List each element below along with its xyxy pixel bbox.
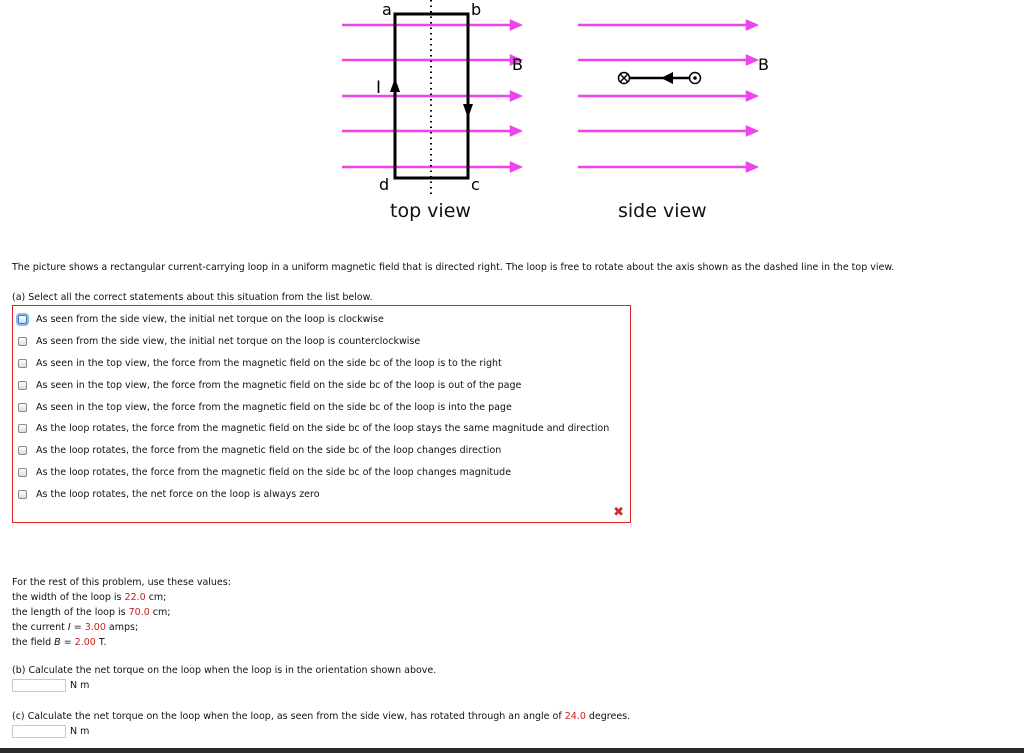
part-c-prompt: (c) Calculate the net torque on the loop when the loop, as seen from the side view, has rotated through an angle of 24.0 degrees.: [12, 711, 631, 722]
option-0[interactable]: [18, 310, 384, 328]
part-b-answer-input[interactable]: [12, 679, 66, 692]
option-5[interactable]: [18, 419, 609, 437]
option-3[interactable]: [18, 376, 521, 394]
option-4[interactable]: [18, 398, 512, 416]
option-7[interactable]: [18, 463, 511, 481]
incorrect-icon: ✖: [613, 505, 624, 520]
option-3-label[interactable]: As seen in the top view, the force from the magnetic field on the side bc of the loop is out of the page: [36, 379, 522, 391]
corner-label-a: a: [382, 0, 392, 19]
values-heading: For the rest of this problem, use these values:: [12, 577, 231, 588]
field-line: the field B = 2.00 T.: [12, 637, 107, 648]
option-1-checkbox[interactable]: [18, 337, 27, 346]
option-8-label[interactable]: As the loop rotates, the net force on the loop is always zero: [36, 488, 320, 500]
option-6-label[interactable]: As the loop rotates, the force from the magnetic field on the side bc of the loop changes direction: [36, 444, 502, 456]
field-lines-side: [578, 21, 756, 171]
side-view-label: side view: [618, 200, 707, 222]
part-c-unit: N m: [70, 726, 90, 737]
option-0-checkbox[interactable]: [18, 315, 27, 324]
current-label: I: [376, 78, 382, 98]
option-6[interactable]: [18, 441, 501, 459]
top-view-diagram: [330, 0, 530, 200]
option-5-checkbox[interactable]: [18, 424, 27, 433]
part-b: [12, 665, 436, 692]
part-c: [12, 711, 630, 738]
length-line: the length of the loop is 70.0 cm;: [12, 607, 171, 618]
option-8-checkbox[interactable]: [18, 490, 27, 499]
option-1-label[interactable]: As seen from the side view, the initial net torque on the loop is counterclockwise: [36, 335, 421, 347]
option-2-label[interactable]: As seen in the top view, the force from the magnetic field on the side bc of the loop is to the right: [36, 357, 502, 369]
option-2-checkbox[interactable]: [18, 359, 27, 368]
corner-label-d: d: [379, 175, 390, 194]
part-a-answer-box: [12, 305, 631, 523]
width-value: 22.0: [124, 592, 146, 603]
option-2[interactable]: [18, 354, 502, 372]
option-7-checkbox[interactable]: [18, 468, 27, 477]
option-6-checkbox[interactable]: [18, 446, 27, 455]
top-view-label: top view: [390, 200, 471, 222]
option-4-label[interactable]: As seen in the top view, the force from the magnetic field on the side bc of the loop is into the page: [36, 401, 512, 413]
option-7-label[interactable]: As the loop rotates, the force from the magnetic field on the side bc of the loop changes magnitude: [36, 466, 512, 478]
side-view-diagram: [570, 0, 790, 200]
problem-intro: The picture shows a rectangular current-carrying loop in a uniform magnetic field that is directed right. The loop is free to rotate about the axis shown as the dashed line in the top view.: [12, 262, 895, 273]
given-values: [12, 575, 231, 650]
option-0-label[interactable]: As seen from the side view, the initial net torque on the loop is clockwise: [36, 313, 384, 325]
field-value: 2.00: [74, 637, 96, 648]
option-4-checkbox[interactable]: [18, 403, 27, 412]
width-line: the width of the loop is 22.0 cm;: [12, 592, 167, 603]
part-b-unit: N m: [70, 680, 90, 691]
angle-value: 24.0: [564, 711, 586, 722]
current-line: the current I = 3.00 amps;: [12, 622, 139, 633]
option-3-checkbox[interactable]: [18, 381, 27, 390]
field-label-top: B: [512, 55, 523, 74]
corner-label-b: b: [471, 0, 482, 19]
length-value: 70.0: [128, 607, 150, 618]
option-8[interactable]: [18, 485, 320, 503]
current-arrow-up: [390, 78, 400, 92]
option-5-label[interactable]: As the loop rotates, the force from the magnetic field on the side bc of the loop stays the same magnitude and direction: [36, 422, 610, 434]
current-value: 3.00: [84, 622, 106, 633]
part-a-prompt: (a) Select all the correct statements about this situation from the list below.: [12, 292, 373, 303]
corner-label-c: c: [471, 175, 480, 194]
current-arrow-down: [463, 104, 473, 118]
field-label-side: B: [758, 55, 769, 74]
option-1[interactable]: [18, 332, 420, 350]
part-c-answer-input[interactable]: [12, 725, 66, 738]
bottom-bar: [0, 748, 1024, 753]
loop-edge-view: [619, 72, 701, 84]
part-b-prompt: (b) Calculate the net torque on the loop when the loop is in the orientation shown above.: [12, 665, 437, 676]
